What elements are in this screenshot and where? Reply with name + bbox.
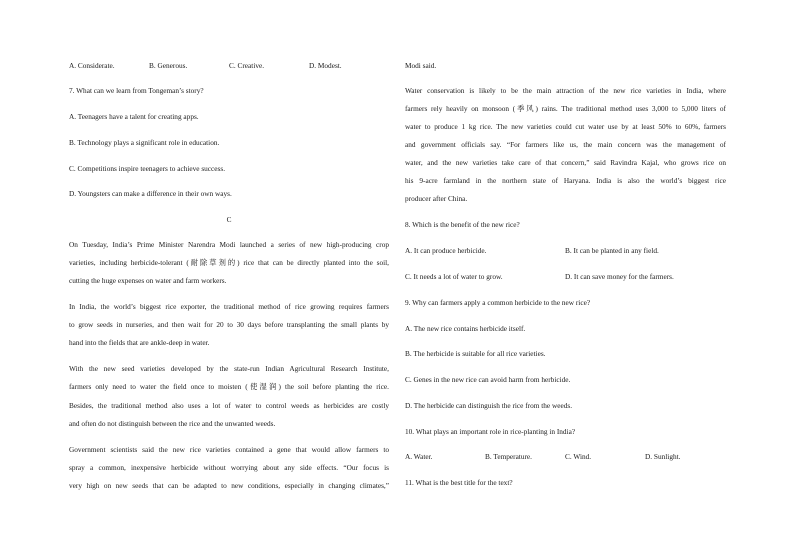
q6-option-a: A. Considerate.	[69, 61, 115, 70]
passage-line: hand into the fields that are ankle-deep in water.	[69, 338, 210, 347]
q8-options-row-2	[405, 272, 726, 281]
q7-option-a: A. Teenagers have a talent for creating apps.	[69, 112, 199, 121]
q6-option-c: C. Creative.	[229, 61, 265, 70]
q8-options-row-1	[405, 246, 726, 255]
section-label: C	[226, 215, 232, 224]
passage-line: With the new seed varieties developed by the state-run Indian Agricultural Research Institute,	[69, 364, 389, 373]
passage-line: Water conservation is likely to be the main attraction of the new rice varieties in India, where	[405, 86, 726, 95]
q8-option-a: A. It can produce herbicide.	[405, 246, 487, 255]
passage-line: farmers rely heavily on monsoon (季风) rains. The traditional method uses 3,000 to 5,000 liters of	[405, 104, 726, 113]
passage-line: water, and the new varieties take care of that concern,” said Ravindra Kajal, who grows rice on	[405, 158, 726, 167]
q8-option-c: C. It needs a lot of water to grow.	[405, 272, 503, 281]
q8-stem: 8. Which is the benefit of the new rice?	[405, 220, 520, 229]
q8-option-d: D. It can save money for the farmers.	[565, 272, 674, 281]
q10-option-a: A. Water.	[405, 452, 433, 461]
passage-line: varieties, including herbicide-tolerant (耐除草剂的) rice that can be directly planted into the soil,	[69, 258, 389, 267]
q10-option-b: B. Temperature.	[485, 452, 532, 461]
q7-option-b: B. Technology plays a significant role in education.	[69, 138, 220, 147]
q9-stem: 9. Why can farmers apply a common herbicide to the new rice?	[405, 298, 591, 307]
q9-option-d: D. The herbicide can distinguish the rice from the weeds.	[405, 401, 573, 410]
passage-line: very high on new seeds that can be adapted to new conditions, especially in changing climates,”	[69, 481, 389, 490]
passage-line: Government scientists said the new rice varieties contained a gene that would allow farmers to	[69, 445, 389, 454]
q10-options	[405, 452, 726, 461]
passage-line: and often do not distinguish between the rice and the unwanted weeds.	[69, 419, 276, 428]
q7-option-c: C. Competitions inspire teenagers to achieve success.	[69, 164, 226, 173]
q9-option-a: A. The new rice contains herbicide itself.	[405, 324, 526, 333]
passage-line: Besides, the traditional method also uses a lot of water to control weeds as herbicides are costly	[69, 401, 389, 410]
passage-line: cutting the huge expenses on water and farm workers.	[69, 276, 227, 285]
passage-continuation: Modi said.	[405, 61, 437, 70]
passage-line: to grow seeds in nurseries, and then wait for 20 to 30 days before transplanting the small plants by	[69, 320, 389, 329]
passage-line: spray a common, inexpensive herbicide without worrying about any side effects. “Our focus is	[69, 463, 389, 472]
q9-option-c: C. Genes in the new rice can avoid harm from herbicide.	[405, 375, 571, 384]
q6-option-d: D. Modest.	[309, 61, 342, 70]
passage-line: water to produce 1 kg rice. The new varieties could cut water use by at least 50% to 60%, farmers	[405, 122, 726, 131]
passage-line: farmers only need to water the field once to moisten (使湿润) the soil before planting the rice.	[69, 382, 389, 391]
q10-option-d: D. Sunlight.	[645, 452, 681, 461]
q10-option-c: C. Wind.	[565, 452, 592, 461]
q11-stem: 11. What is the best title for the text?	[405, 478, 513, 487]
q10-stem: 10. What plays an important role in rice-planting in India?	[405, 427, 576, 436]
passage-line: producer after China.	[405, 194, 468, 203]
q6-option-b: B. Generous.	[149, 61, 188, 70]
q8-option-b: B. It can be planted in any field.	[565, 246, 659, 255]
passage-line: his 9-acre farmland in the northern state of Haryana. India is also the world’s biggest rice	[405, 176, 726, 185]
q7-stem: 7. What can we learn from Tongeman’s story?	[69, 86, 204, 95]
q7-option-d: D. Youngsters can make a difference in their own ways.	[69, 189, 232, 198]
passage-line: and government officials say. “For farmers like us, the main concern was the management of	[405, 140, 726, 149]
passage-line: In India, the world’s biggest rice exporter, the traditional method of rice growing requires farmers	[69, 302, 389, 311]
passage-line: On Tuesday, India’s Prime Minister Narendra Modi launched a series of new high-producing crop	[69, 240, 389, 249]
q6-options	[69, 61, 389, 70]
q9-option-b: B. The herbicide is suitable for all rice varieties.	[405, 349, 546, 358]
